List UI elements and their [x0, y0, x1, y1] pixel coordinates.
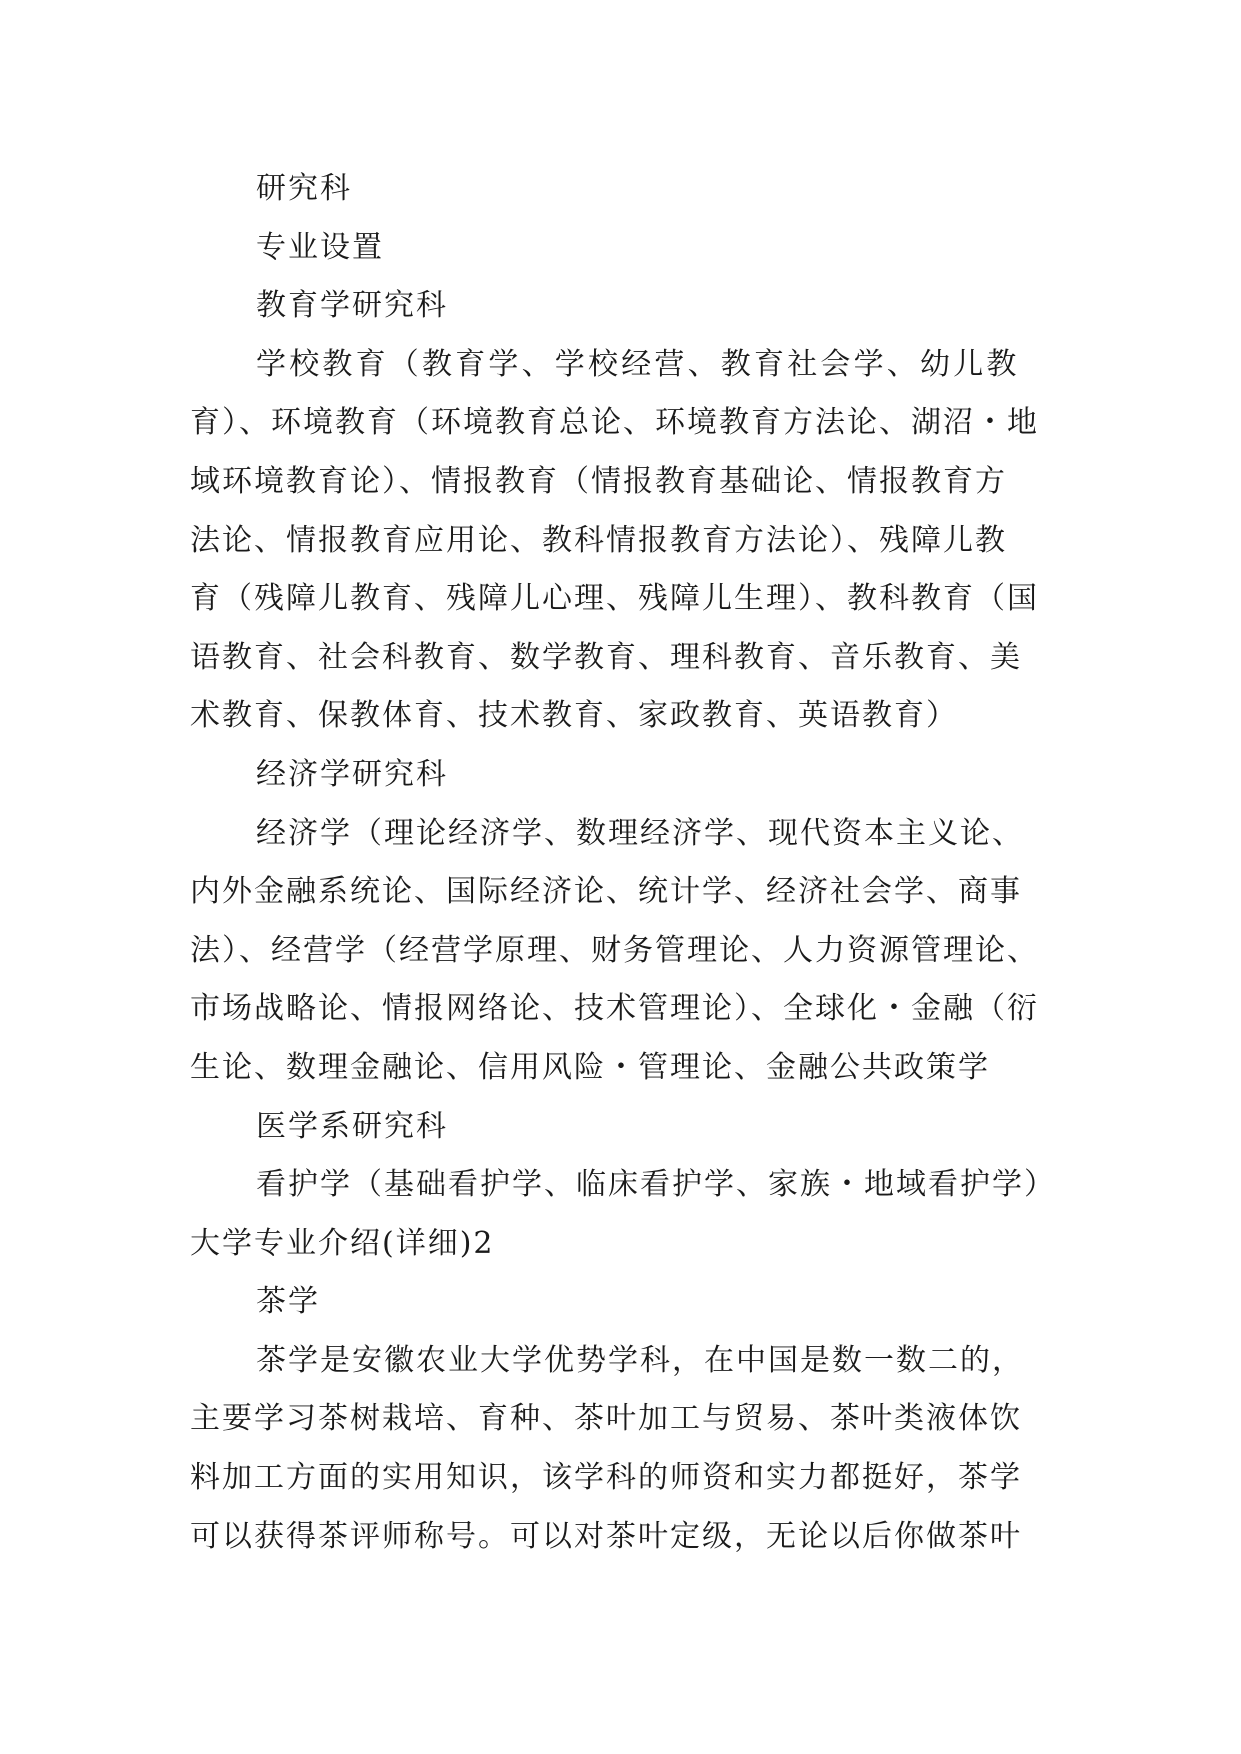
- paragraph-line: 市场战略论、情报网络论、技术管理论）、全球化・金融（衍: [190, 991, 1039, 1027]
- paragraph-line: 内外金融系统论、国际经济论、统计学、经济社会学、商事: [190, 874, 1022, 910]
- paragraph-line: 学校教育（教育学、学校经营、教育社会学、幼儿教: [256, 346, 1020, 382]
- paragraph-line: 看护学（基础看护学、临床看护学、家族・地域看护学）: [256, 1167, 1056, 1203]
- heading-medical-research: 医学系研究科: [256, 1108, 448, 1144]
- paragraph-line: 育（残障儿教育、残障儿心理、残障儿生理）、教科教育（国: [190, 581, 1039, 617]
- heading-research-section: 研究科: [256, 171, 352, 206]
- paragraph-line: 主要学习茶树栽培、育种、茶叶加工与贸易、茶叶类液体饮: [190, 1401, 1022, 1437]
- heading-education-research: 教育学研究科: [256, 288, 448, 324]
- paragraph-line: 育）、环境教育（环境教育总论、环境教育方法论、湖沼・地: [190, 405, 1039, 441]
- heading-economics-research: 经济学研究科: [256, 756, 448, 792]
- document-body: [190, 160, 1070, 1566]
- paragraph-line: 经济学（理论经济学、数理经济学、现代资本主义论、: [256, 815, 1024, 851]
- paragraph-line: 法论、情报教育应用论、教科情报教育方法论）、残障儿教: [190, 522, 1007, 558]
- paragraph-line: 料加工方面的实用知识，该学科的师资和实力都挺好，茶学: [190, 1460, 1022, 1496]
- paragraph-line: 生论、数理金融论、信用风险・管理论、金融公共政策学: [190, 1049, 990, 1085]
- article-title: 大学专业介绍(详细)2: [190, 1225, 495, 1261]
- heading-tea-science: 茶学: [256, 1284, 320, 1320]
- paragraph-line: 可以获得茶评师称号。可以对茶叶定级，无论以后你做茶叶: [190, 1518, 1022, 1554]
- paragraph-line: 域环境教育论）、情报教育（情报教育基础论、情报教育方: [190, 463, 1007, 499]
- paragraph-line: 茶学是安徽农业大学优势学科，在中国是数一数二的，: [256, 1342, 1024, 1378]
- paragraph-line: 法）、经营学（经营学原理、财务管理论、人力资源管理论、: [190, 932, 1039, 968]
- paragraph-line: 语教育、社会科教育、数学教育、理科教育、音乐教育、美: [190, 639, 1022, 675]
- heading-major-setting: 专业设置: [256, 229, 384, 265]
- paragraph-line: 术教育、保教体育、技术教育、家政教育、英语教育）: [190, 698, 958, 734]
